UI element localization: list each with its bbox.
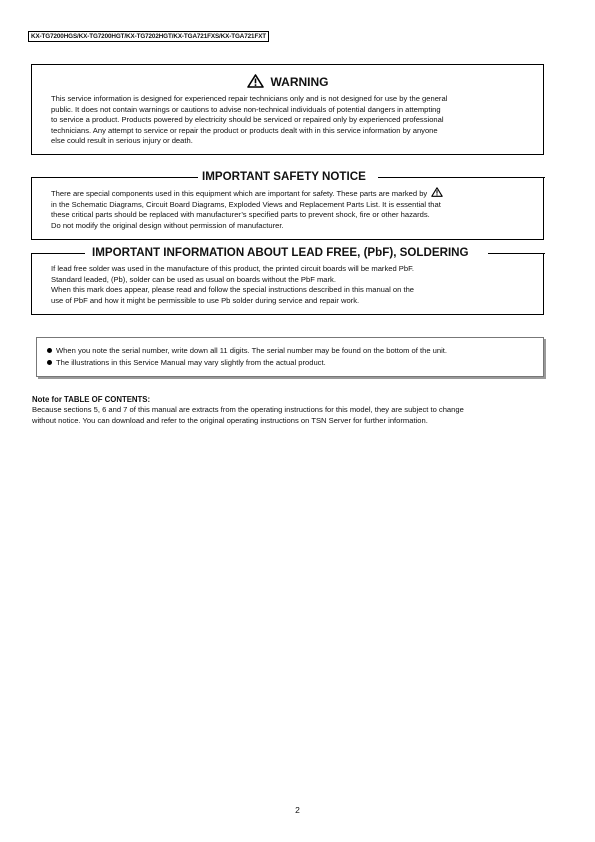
note-item	[47, 358, 326, 368]
notes-box	[36, 337, 544, 377]
lead-free-line: If lead free solder was used in the manufacture of this product, the printed circuit boards will be marked PbF.	[51, 264, 414, 273]
safety-notice-title: IMPORTANT SAFETY NOTICE	[198, 170, 370, 183]
note-text: The illustrations in this Service Manual may vary slightly from the actual product.	[56, 358, 326, 367]
safety-notice-text	[51, 187, 443, 231]
warning-line: public. It does not contain warnings or cautions to advise non-technical individuals of potential dangers in attempting	[51, 104, 441, 114]
bullet-icon	[47, 360, 52, 365]
safety-line-text: There are special components used in this equipment which are important for safety. These parts are marked by	[51, 189, 428, 198]
toc-note-title: Note for TABLE OF CONTENTS:	[32, 395, 151, 404]
warning-text	[51, 94, 447, 147]
note-item	[47, 346, 447, 356]
lead-free-text	[51, 264, 414, 306]
lead-free-line: use of PbF and how it might be permissible to use Pb solder during service and repair work.	[51, 295, 360, 305]
toc-note-line: Because sections 5, 6 and 7 of this manual are extracts from the operating instructions for this model, they are subject to change	[32, 405, 464, 414]
toc-note-text	[32, 405, 464, 426]
warning-line: technicians. Any attempt to service or repair the product or products dealt with in this service information by anyone	[51, 125, 438, 135]
lead-free-line: Standard leaded, (Pb), solder can be used as usual on boards without the PbF mark.	[51, 274, 336, 284]
note-text: When you note the serial number, write down all 11 digits. The serial number may be found on the bottom of the unit.	[56, 346, 448, 355]
warning-triangle-icon	[247, 74, 264, 88]
lead-free-title: IMPORTANT INFORMATION ABOUT LEAD FREE, (PbF), SOLDERING	[88, 246, 473, 259]
lead-free-box	[31, 246, 544, 315]
lead-free-line: When this mark does appear, please read and follow the special instructions described in this manual on the	[51, 285, 415, 295]
toc-note-line: without notice. You can download and refer to the original operating instructions on TSN Server for further information.	[32, 415, 428, 425]
page-number: 2	[295, 805, 300, 815]
safety-line	[51, 187, 443, 200]
warning-line: to service a product. Products powered by electricity should be serviced or repaired only by experienced professional	[51, 115, 444, 125]
safety-notice-box	[31, 170, 544, 240]
warning-box	[31, 64, 544, 155]
warning-title: WARNING	[270, 75, 329, 89]
safety-line: these critical parts should be replaced with manufacturer’s specified parts to prevent shock, fire or other hazards.	[51, 210, 430, 220]
warning-line: else could result in serious injury or death.	[51, 136, 193, 146]
safety-line: in the Schematic Diagrams, Circuit Board Diagrams, Exploded Views and Replacement Parts List. It is essential that	[51, 199, 441, 209]
safety-line: Do not modify the original design without permission of manufacturer.	[51, 220, 284, 230]
warning-heading	[32, 74, 543, 89]
model-number-header: KX-TG7200HGS/KX-TG7200HGT/KX-TG7202HGT/KX-TGA721FXS/KX-TGA721FXT	[28, 31, 269, 42]
safety-mark-icon	[431, 187, 443, 197]
warning-line: This service information is designed for experienced repair technicians only and is not designed for use by the general	[51, 94, 448, 103]
bullet-icon	[47, 348, 52, 353]
